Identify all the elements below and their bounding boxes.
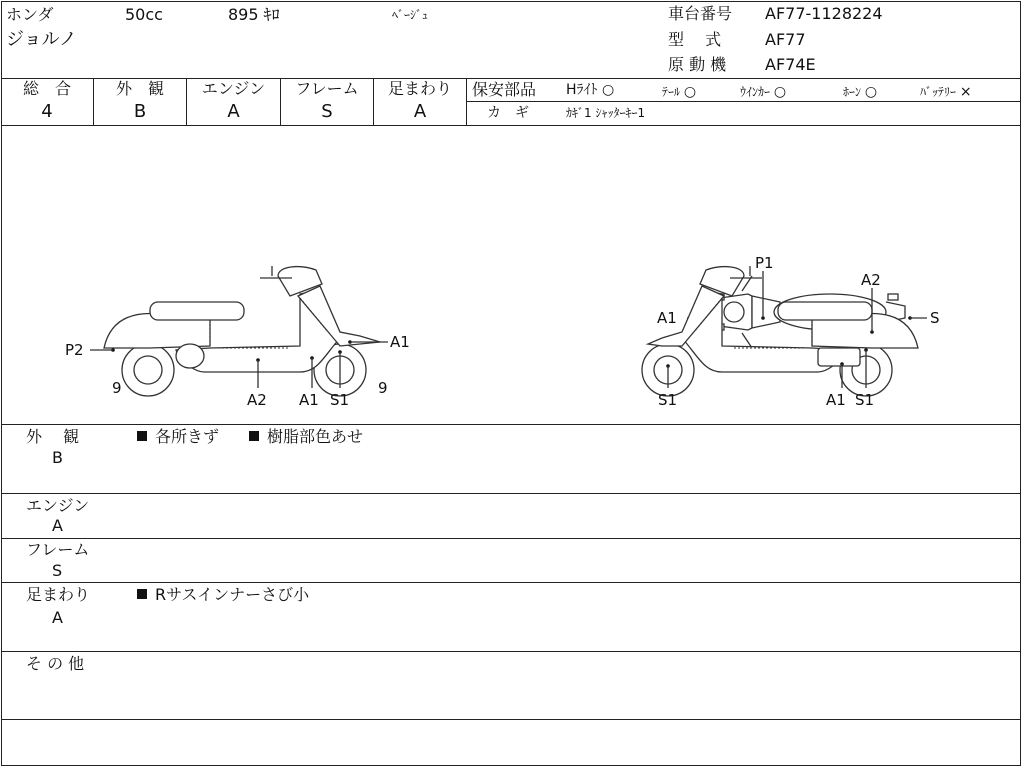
- section-title: エンジン: [26, 496, 90, 515]
- label-s1: S1: [855, 391, 875, 409]
- section-grade: A: [52, 516, 63, 535]
- rating-suspension-label: 足まわり: [387, 79, 452, 98]
- check-mark-icon: ○: [683, 84, 697, 100]
- rating-frame-value: S: [321, 101, 333, 122]
- section-grade: A: [52, 608, 63, 627]
- maker: ホンダ: [6, 5, 54, 24]
- label-a2: A2: [247, 391, 267, 409]
- engine-value: AF74E: [765, 55, 816, 74]
- label-s: S: [930, 309, 940, 327]
- frame-number-label: 車台番号: [668, 4, 733, 23]
- mileage: 895 ｷﾛ: [228, 5, 280, 24]
- safety-item-horn: ﾎｰﾝ ○: [843, 84, 878, 100]
- divider: [1, 582, 1021, 583]
- section-note: 各所きず: [137, 429, 219, 445]
- displacement: 50cc: [125, 5, 163, 24]
- safety-title: 保安部品: [472, 80, 537, 99]
- label-a1: A1: [826, 391, 846, 409]
- damage-diagram: [0, 126, 1024, 424]
- color: ﾍﾞｰｼﾞｭ: [392, 8, 429, 22]
- model-name: ジョルノ: [6, 29, 77, 50]
- section-title: そ の 他: [26, 654, 85, 673]
- divider: [1, 493, 1021, 494]
- check-mark-icon: ○: [864, 84, 878, 100]
- safety-item-headlight: Hﾗｲﾄ ○: [566, 82, 615, 98]
- divider: [466, 78, 467, 125]
- frame-number: AF77-1128224: [765, 4, 883, 23]
- key-value: ｶｷﾞ1 ｼｬｯﾀｰｷｰ1: [566, 106, 646, 120]
- label-a1: A1: [390, 333, 410, 351]
- rating-engine-value: A: [227, 101, 240, 122]
- scooter-left-view: [90, 266, 388, 396]
- label-s1: S1: [658, 391, 678, 409]
- divider: [466, 101, 1021, 102]
- safety-item-battery: ﾊﾞｯﾃﾘｰ ×: [920, 84, 972, 100]
- check-mark-icon: ○: [773, 84, 787, 100]
- type-label: 型 式: [668, 30, 722, 49]
- label-a1: A1: [657, 309, 677, 327]
- rating-overall-value: 4: [41, 101, 53, 122]
- type-value: AF77: [765, 30, 806, 49]
- rating-exterior-label: 外 観: [115, 79, 164, 98]
- label-p1: P1: [755, 254, 774, 272]
- safety-item-winker: ｳｲﾝｶｰ ○: [740, 84, 787, 100]
- section-grade: S: [52, 561, 63, 580]
- safety-item-tail: ﾃｰﾙ ○: [662, 84, 697, 100]
- section-title: 足まわり: [26, 585, 91, 604]
- label-p2: P2: [65, 341, 84, 359]
- bullet-square-icon: [137, 431, 147, 441]
- rating-exterior-value: B: [133, 101, 147, 122]
- bullet-square-icon: [249, 431, 259, 441]
- label-a2: A2: [861, 271, 881, 289]
- label-a1: A1: [299, 391, 319, 409]
- section-note: Rサスインナーさび小: [137, 587, 309, 603]
- divider: [1, 719, 1021, 720]
- label-9: 9: [378, 379, 388, 397]
- rating-overall-label: 総 合: [22, 79, 71, 98]
- rating-frame-label: フレーム: [295, 79, 359, 98]
- label-s1: S1: [330, 391, 350, 409]
- section-title: 外 観: [26, 427, 80, 446]
- divider: [1, 538, 1021, 539]
- key-label: カ ギ: [487, 105, 529, 121]
- engine-label: 原 動 機: [668, 55, 727, 74]
- section-title: フレーム: [26, 540, 90, 559]
- divider: [1, 651, 1021, 652]
- rating-engine-label: エンジン: [201, 79, 266, 98]
- check-mark-icon: ○: [601, 82, 615, 98]
- bullet-square-icon: [137, 589, 147, 599]
- section-grade: B: [52, 448, 63, 467]
- cross-mark-icon: ×: [959, 84, 972, 100]
- rating-suspension-value: A: [413, 101, 427, 122]
- section-note: 樹脂部色あせ: [249, 429, 363, 445]
- label-9: 9: [112, 379, 122, 397]
- divider: [1, 424, 1021, 425]
